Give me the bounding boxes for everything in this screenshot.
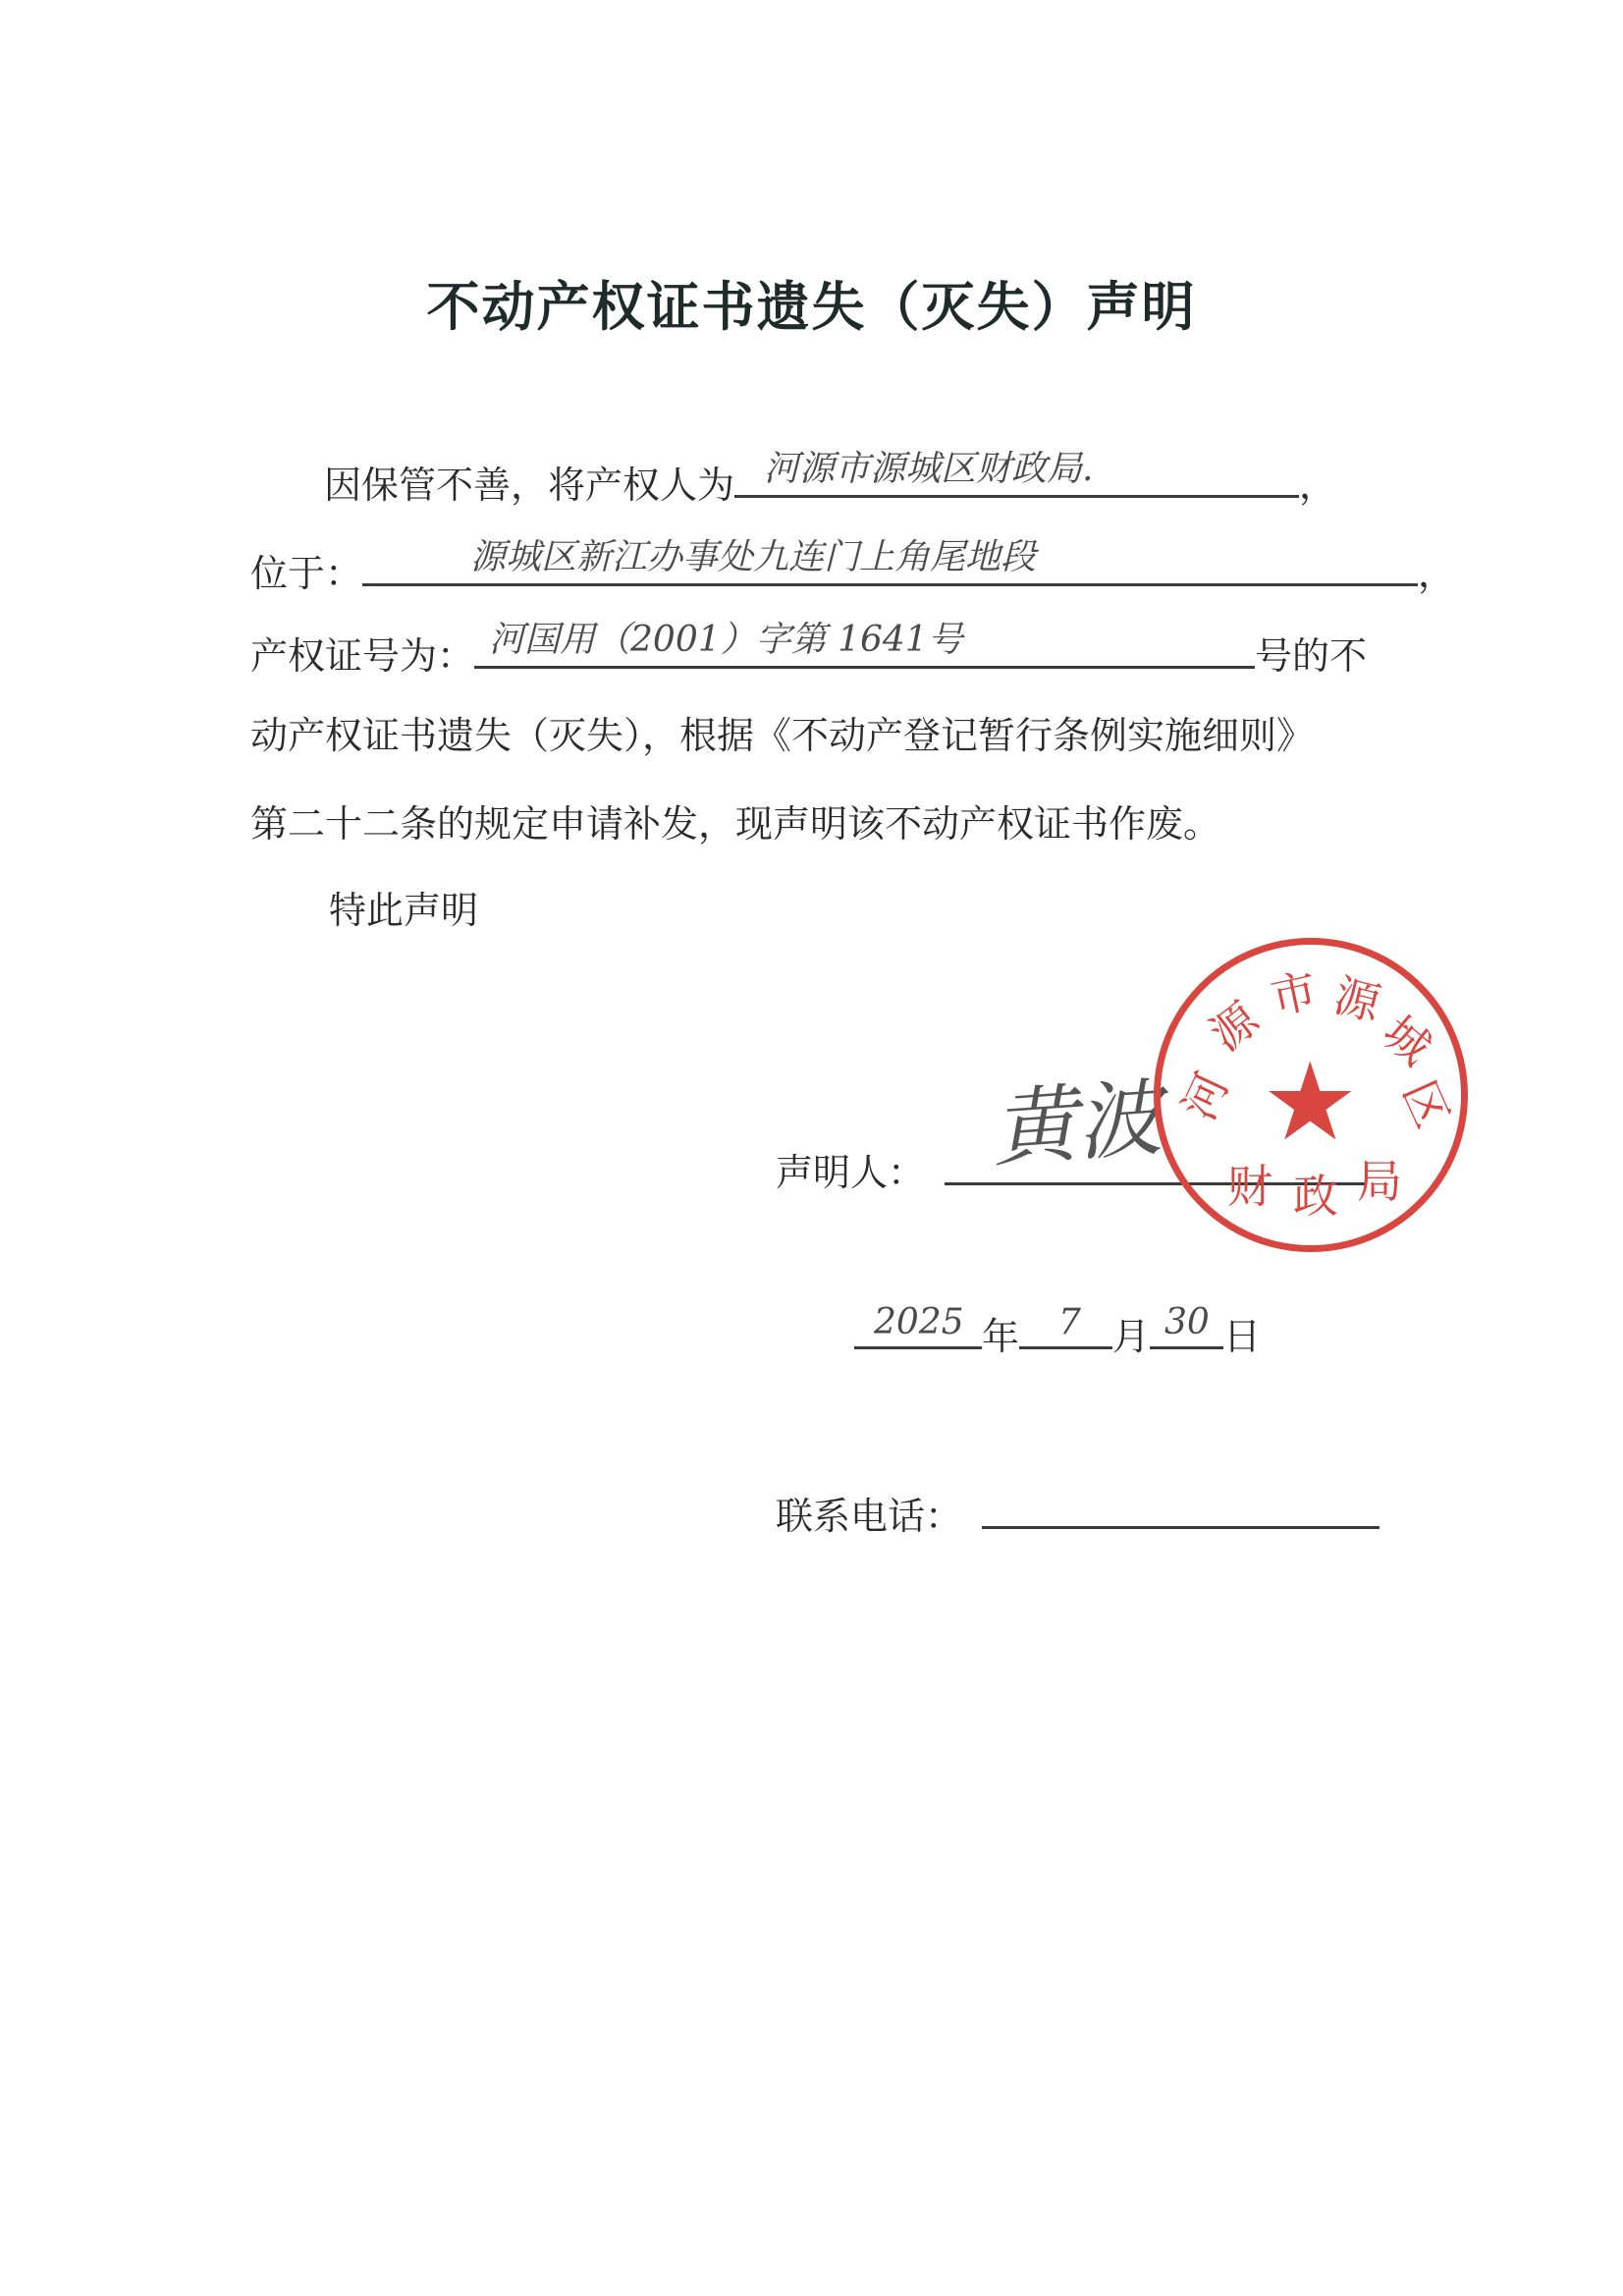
official-seal [1154, 938, 1468, 1252]
seal-char: 市 [1266, 962, 1322, 1025]
location-line [250, 538, 1455, 597]
date-day-label: 日 [1223, 1315, 1262, 1358]
seal-char: 区 [1392, 1072, 1460, 1136]
owner-suffix: ， [1299, 464, 1337, 507]
seal-bottom-char: 财 [1227, 1160, 1272, 1213]
body-line-5: 第二十二条的规定申请补发，现声明该不动产权证书作废。 [250, 802, 1221, 846]
date-day: 30 [1164, 1302, 1210, 1342]
owner-prefix: 因保管不善，将产权人为 [324, 464, 735, 507]
cert-line [250, 621, 1367, 680]
phone-field [982, 1481, 1380, 1529]
date-line [854, 1301, 1261, 1360]
location-field [362, 538, 1418, 586]
document-title: 不动产权证书遗失（灭失）声明 [426, 276, 1197, 338]
seal-char: 城 [1373, 1005, 1442, 1075]
cert-field [474, 621, 1255, 669]
closing-text: 特此声明 [329, 889, 479, 932]
date-year-label: 年 [982, 1315, 1020, 1358]
owner-field [734, 450, 1299, 498]
signature: 黄波 [989, 1069, 1164, 1179]
seal-char: 河 [1171, 1065, 1239, 1128]
declarant-label: 声明人： [776, 1151, 926, 1194]
seal-bottom-char: 政 [1293, 1170, 1338, 1223]
body-line-4: 动产权证书遗失（灭失），根据《不动产登记暂行条例实施细则》 [250, 714, 1315, 757]
cert-value: 河国用（2001）字第 1641号 [489, 620, 963, 660]
phone-line [776, 1481, 1380, 1540]
owner-line [324, 450, 1336, 509]
location-prefix: 位于： [250, 552, 363, 595]
location-value: 源城区新江办事处九连门上角尾地段 [470, 537, 1037, 577]
seal-char: 源 [1328, 968, 1386, 1031]
cert-prefix: 产权证号为： [250, 634, 475, 678]
location-suffix: ， [1418, 552, 1456, 595]
seal-bottom-char: 局 [1357, 1155, 1402, 1208]
owner-value: 河源市源城区财政局. [764, 449, 1094, 489]
date-year: 2025 [874, 1302, 964, 1342]
date-day-field [1150, 1301, 1223, 1349]
seal-char: 源 [1200, 991, 1269, 1062]
phone-label: 联系电话： [776, 1495, 963, 1538]
cert-suffix: 号的不 [1255, 634, 1368, 678]
date-month: 7 [1058, 1302, 1081, 1342]
date-month-label: 月 [1112, 1315, 1151, 1358]
date-month-field [1019, 1301, 1112, 1349]
star-icon: ★ [1262, 1039, 1359, 1165]
date-year-field [854, 1301, 982, 1349]
